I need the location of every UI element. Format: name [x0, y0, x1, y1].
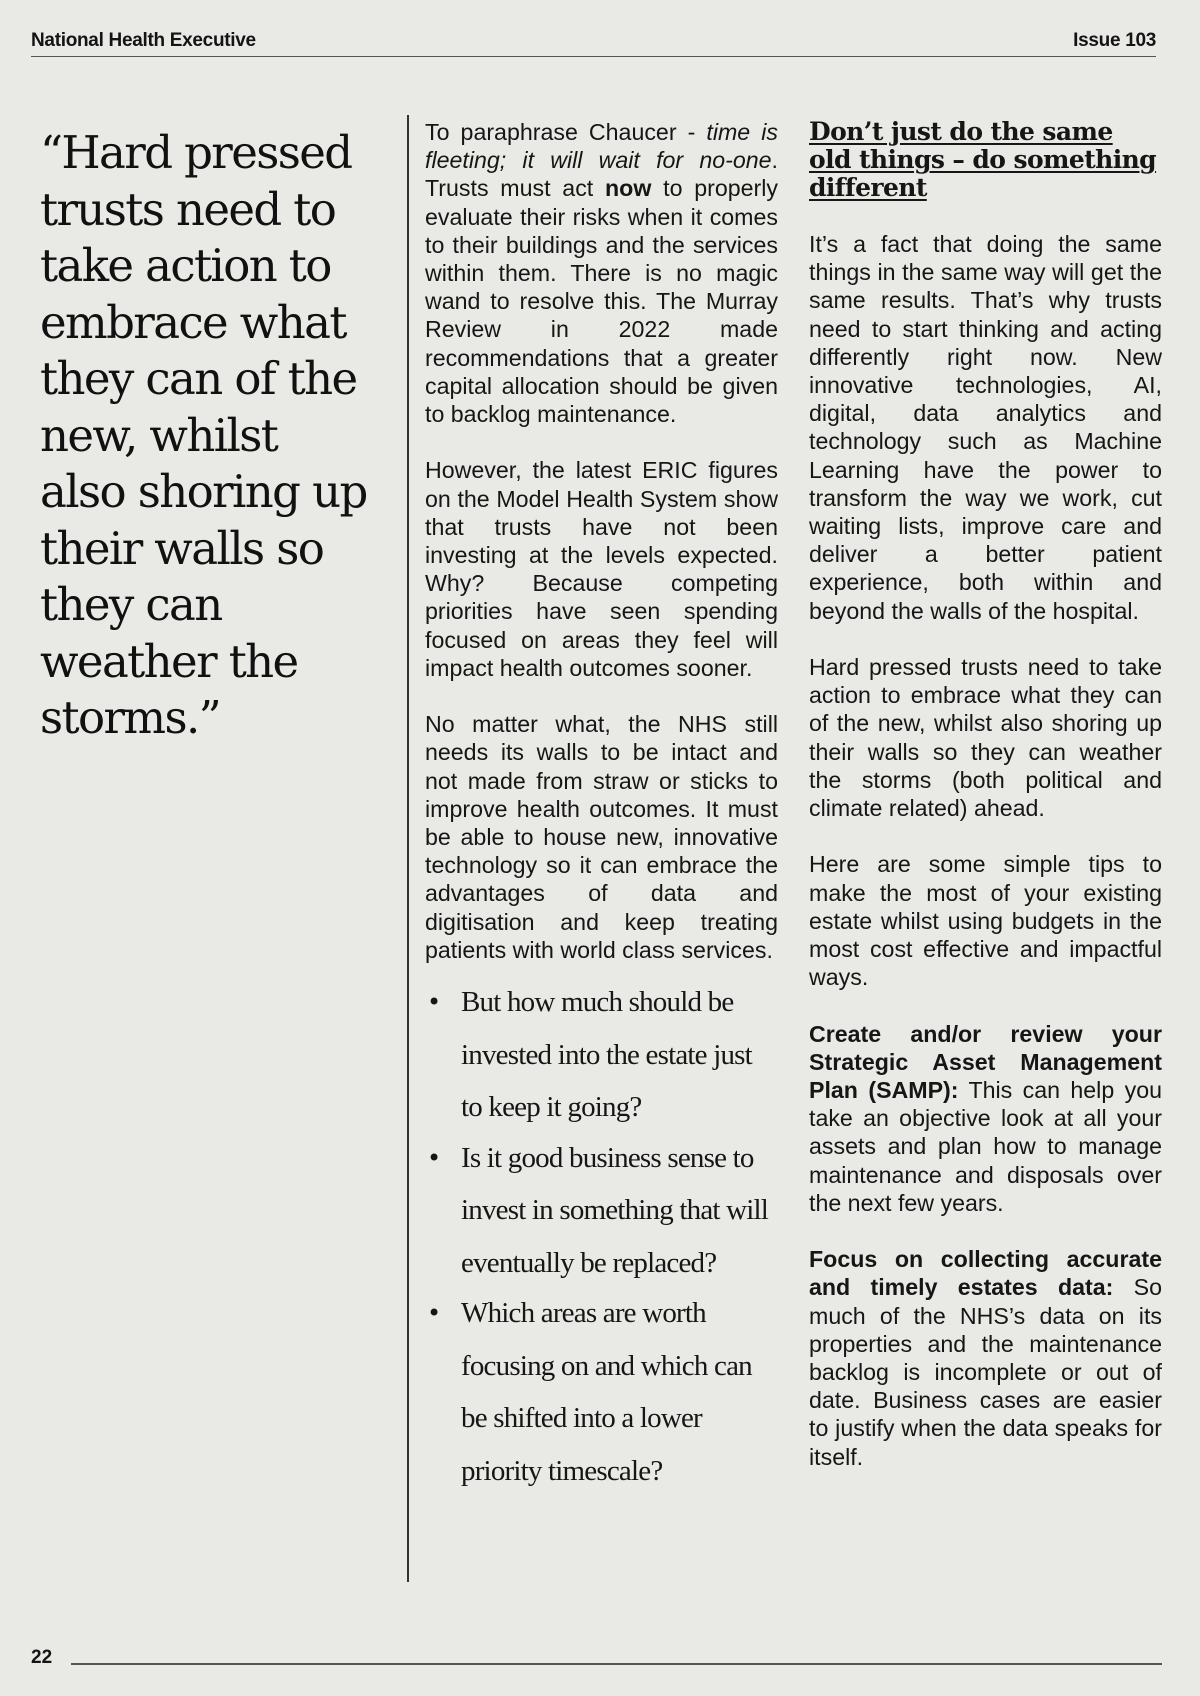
paragraph: No matter what, the NHS still needs its walls to be intact and not made from straw or sticks to improve health outcomes. It must be able to house new, innovative technology so it can embrace the advantages of data and digitisation and keep treating patients with world class services.: [425, 711, 778, 963]
bullet-icon: •: [427, 988, 441, 1017]
article-column-right: [809, 118, 1162, 1499]
page-number: 22: [31, 1647, 53, 1668]
paragraph: Here are some simple tips to make the most of your existing estate whilst using budgets in the most cost effective and impactful ways.: [809, 851, 1162, 991]
article-column-middle: [425, 118, 778, 1497]
paragraph: However, the latest ERIC figures on the Model Health System show that trusts have not been investing at the levels expected. Why? Because competing priorities have seen spending focused on areas they feel will impact health outcomes sooner.: [425, 457, 778, 681]
list-item: [425, 976, 778, 1134]
list-item: [425, 1287, 778, 1497]
paragraph-intro: To paraphrase Chaucer -: [425, 119, 707, 145]
tip-title: Create and/or review your Strategic Asset Management Plan (SAMP):: [809, 1020, 1162, 1104]
bullet-icon: •: [427, 1143, 441, 1172]
list-item-text: But how much should be invested into the estate just to keep it going?: [461, 986, 752, 1124]
bullet-icon: •: [427, 1299, 441, 1328]
page-footer: [31, 1645, 1162, 1675]
issue-number: Issue 103: [1073, 30, 1156, 51]
tip-samp: [809, 1020, 1162, 1217]
paragraph: It’s a fact that doing the same things in the same way will get the same results. That’s why trusts need to start thinking and acting differently right now. New innovative technologies, AI, digital, data analytics and technology such as Machine Learning have the power to transform the way we work, cut waiting lists, improve care and deliver a better patient experience, both within and beyond the walls of the hospital.: [809, 231, 1162, 624]
publication-name: National Health Executive: [31, 30, 256, 51]
emphasis-now: now: [605, 175, 652, 202]
chaucer-quote: time is fleeting; it will wait for no-one: [425, 119, 778, 174]
list-item: [425, 1132, 778, 1290]
paragraph: Hard pressed trusts need to take action to embrace what they can of the new, whilst also shoring up their walls so they can weather the storms (both political and climate related) ahead.: [809, 654, 1162, 822]
tip-body: So much of the NHS’s data on its properties and the maintenance backlog is incomplete or out of date. Business cases are easier to justify when the data speaks for itself.: [809, 1274, 1162, 1470]
tip-title: Focus on collecting accurate and timely estates data:: [809, 1246, 1162, 1301]
tip-body: This can help you take an objective look at all your assets and plan how to manage maintenance and disposals over the next few years.: [809, 1077, 1162, 1216]
list-item-text: Which areas are worth focusing on and which can be shifted into a lower priority timescale?: [461, 1297, 752, 1487]
page-header: [31, 28, 1156, 57]
section-heading: Don’t just do the same old things – do something different: [809, 117, 1157, 202]
paragraph: [425, 118, 778, 428]
footer-rule: [71, 1663, 1162, 1665]
list-item-text: Is it good business sense to invest in something that will eventually be replaced?: [461, 1141, 769, 1279]
tip-estates-data: [809, 1245, 1162, 1471]
paragraph-text: . Trusts must act: [425, 147, 778, 202]
pull-quote: “Hard pressed trusts need to take action to embrace what they can of the new, whilst also shoring up their walls so they can weather the storms.”: [40, 126, 367, 744]
paragraph-text: to properly evaluate their risks when it comes to their buildings and the services within them. There is no magic wand to resolve this. The Murray Review in 2022 made recommendations that a greater capital allocation should be given to backlog maintenance.: [425, 175, 778, 428]
question-list: [425, 976, 778, 1497]
column-divider: [407, 115, 409, 1582]
